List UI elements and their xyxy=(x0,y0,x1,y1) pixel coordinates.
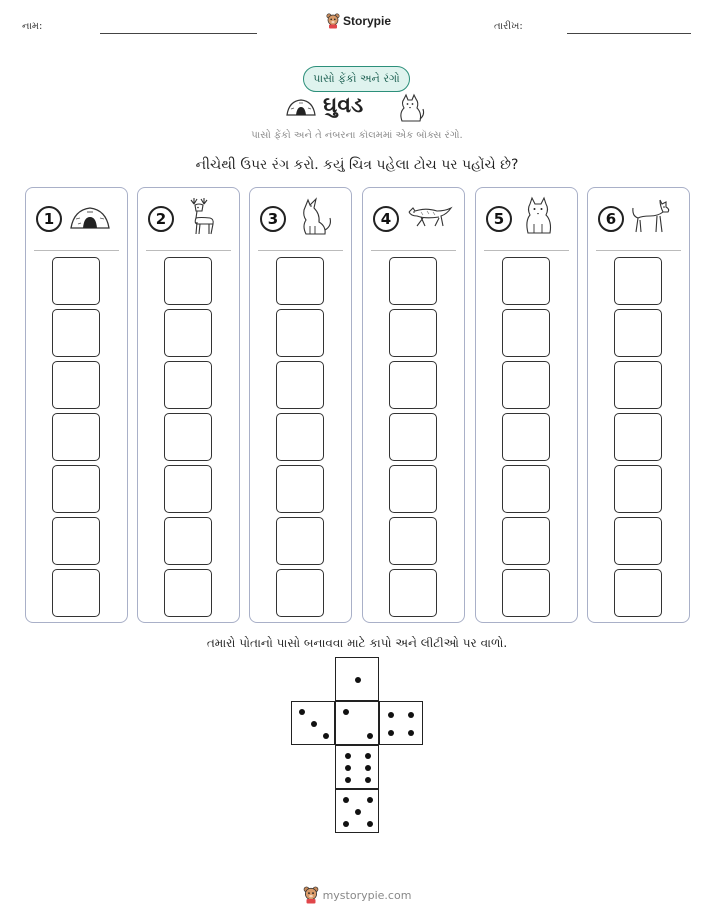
dice-pip xyxy=(365,753,371,759)
dice-pip xyxy=(408,712,414,718)
column-2 xyxy=(137,187,240,623)
color-box[interactable] xyxy=(52,465,100,513)
color-box[interactable] xyxy=(502,257,550,305)
footer-url[interactable]: mystorypie.com xyxy=(322,888,412,902)
color-box[interactable] xyxy=(614,517,662,565)
dice-pip xyxy=(343,821,349,827)
dice-pip xyxy=(299,709,305,715)
date-label: તારીખ: xyxy=(494,21,523,32)
color-box[interactable] xyxy=(502,309,550,357)
column-header xyxy=(363,202,464,242)
standing-wolf-icon xyxy=(630,196,676,236)
column-1 xyxy=(25,187,128,623)
column-4 xyxy=(362,187,465,623)
color-box[interactable] xyxy=(502,465,550,513)
color-box[interactable] xyxy=(614,465,662,513)
dice-face-4 xyxy=(379,701,423,745)
footer xyxy=(0,886,714,904)
logo-text: Storypie xyxy=(343,14,392,28)
dice-pip xyxy=(343,797,349,803)
bear-mascot-icon xyxy=(303,886,319,904)
color-box[interactable] xyxy=(164,413,212,461)
color-box[interactable] xyxy=(389,465,437,513)
color-box[interactable] xyxy=(276,361,324,409)
color-box[interactable] xyxy=(52,361,100,409)
color-box[interactable] xyxy=(276,309,324,357)
question-text: નીચેથી ઉપર રંગ કરો. કયું ચિત્ર પહેલા ટોચ પર પહોંચે છે? xyxy=(195,157,519,173)
color-box[interactable] xyxy=(52,517,100,565)
dice-pip xyxy=(388,712,394,718)
column-divider xyxy=(258,250,343,251)
date-line xyxy=(567,33,691,34)
color-box[interactable] xyxy=(52,257,100,305)
dice-face-5 xyxy=(335,789,379,833)
color-box[interactable] xyxy=(52,569,100,617)
dice-pip xyxy=(367,797,373,803)
dice-pip xyxy=(367,821,373,827)
cut-fold-instruction: તમારો પોતાનો પાસો બનાવવા માટે કાપો અને લીટીઓ પર વાળો. xyxy=(206,636,508,650)
storypie-logo xyxy=(326,13,391,29)
color-box[interactable] xyxy=(614,361,662,409)
bear-mascot-icon xyxy=(326,13,340,29)
color-box[interactable] xyxy=(614,257,662,305)
dice-pip xyxy=(311,721,317,727)
color-box[interactable] xyxy=(614,309,662,357)
dice-face-3 xyxy=(291,701,335,745)
howling-wolf-icon xyxy=(292,196,336,236)
column-number: 1 xyxy=(36,206,62,232)
column-divider xyxy=(371,250,456,251)
column-number: 2 xyxy=(148,206,174,232)
color-box[interactable] xyxy=(502,413,550,461)
dice-pip xyxy=(345,765,351,771)
column-number: 4 xyxy=(373,206,399,232)
dice-pip xyxy=(323,733,329,739)
color-box[interactable] xyxy=(276,465,324,513)
color-box[interactable] xyxy=(502,517,550,565)
cave-icon xyxy=(68,202,112,232)
column-divider xyxy=(146,250,231,251)
sitting-wolf-icon xyxy=(394,93,426,125)
color-box[interactable] xyxy=(276,517,324,565)
column-number: 6 xyxy=(598,206,624,232)
column-header xyxy=(588,202,689,242)
color-box[interactable] xyxy=(164,465,212,513)
dice-pip xyxy=(343,709,349,715)
column-3 xyxy=(249,187,352,623)
dice-pip xyxy=(388,730,394,736)
deer-icon xyxy=(180,196,224,236)
color-box[interactable] xyxy=(502,569,550,617)
color-box[interactable] xyxy=(276,569,324,617)
dice-pip xyxy=(345,753,351,759)
dice-pip xyxy=(355,677,361,683)
column-divider xyxy=(484,250,569,251)
dice-pip xyxy=(408,730,414,736)
name-line xyxy=(100,33,257,34)
color-box[interactable] xyxy=(276,413,324,461)
color-box[interactable] xyxy=(164,257,212,305)
color-box[interactable] xyxy=(164,361,212,409)
color-box[interactable] xyxy=(389,569,437,617)
color-box[interactable] xyxy=(52,309,100,357)
color-box[interactable] xyxy=(164,517,212,565)
column-header xyxy=(26,202,127,242)
color-box[interactable] xyxy=(52,413,100,461)
dice-face-6 xyxy=(335,745,379,789)
color-box[interactable] xyxy=(389,517,437,565)
column-number: 3 xyxy=(260,206,286,232)
title-row xyxy=(0,93,714,125)
column-5 xyxy=(475,187,578,623)
dice-pip xyxy=(345,777,351,783)
activity-pill: પાસો ફેંકો અને રંગો xyxy=(303,66,410,92)
column-6 xyxy=(587,187,690,623)
dice-pip xyxy=(365,777,371,783)
dice-pip xyxy=(355,809,361,815)
sitting-wolf-icon xyxy=(518,196,562,236)
color-box[interactable] xyxy=(164,569,212,617)
dice-pip xyxy=(365,765,371,771)
color-box[interactable] xyxy=(389,257,437,305)
subtitle: પાસો ફેંકો અને તે નંબરના કૉલમમાં એક બૉક્સ રંગો. xyxy=(251,130,463,141)
dice-face-2 xyxy=(335,701,379,745)
color-box[interactable] xyxy=(614,569,662,617)
column-number: 5 xyxy=(486,206,512,232)
cave-icon xyxy=(285,97,317,117)
column-divider xyxy=(34,250,119,251)
color-box[interactable] xyxy=(276,257,324,305)
color-box[interactable] xyxy=(164,309,212,357)
color-box[interactable] xyxy=(389,309,437,357)
color-box[interactable] xyxy=(389,361,437,409)
color-box[interactable] xyxy=(614,413,662,461)
color-box[interactable] xyxy=(502,361,550,409)
color-box[interactable] xyxy=(389,413,437,461)
name-label: નામ: xyxy=(22,21,43,32)
column-divider xyxy=(596,250,681,251)
dice-pip xyxy=(367,733,373,739)
column-header xyxy=(476,202,577,242)
running-wolf-icon xyxy=(405,202,453,232)
column-header xyxy=(250,202,351,242)
page-title: ઘુવડ xyxy=(323,93,364,118)
column-header xyxy=(138,202,239,242)
dice-face-1 xyxy=(335,657,379,701)
